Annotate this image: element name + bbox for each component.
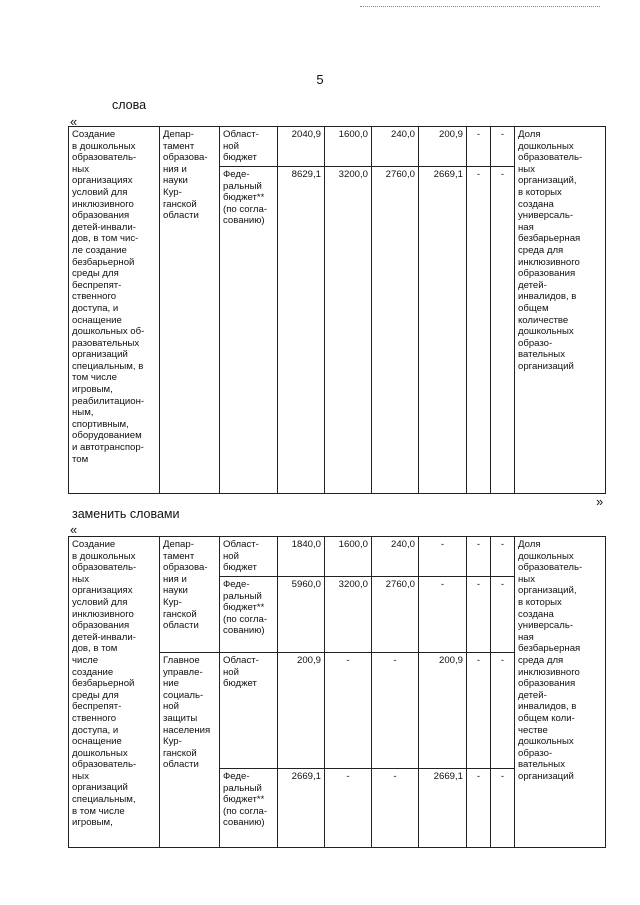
section-label-words: слова: [112, 98, 147, 112]
amount-year-1: -: [325, 653, 372, 769]
funding-source-cell: Област- ной бюджет: [220, 127, 278, 167]
responsible-org-cell: Депар- тамент образова- ния и науки Кур- ганской области: [160, 127, 220, 494]
scan-artifact-line: [360, 6, 600, 7]
amount-year-4: -: [467, 537, 491, 577]
amount-year-1: 3200,0: [325, 577, 372, 653]
amount-year-5: -: [491, 577, 515, 653]
amount-year-3: -: [419, 537, 467, 577]
open-quote-1: «: [70, 114, 78, 129]
amount-year-1: 1600,0: [325, 537, 372, 577]
amount-year-2: 2760,0: [372, 577, 419, 653]
amount-year-2: 240,0: [372, 127, 419, 167]
indicator-cell: Доля дошкольных образователь- ных организаций, в которых создана универсаль- ная безбарьерная среда для инклюзивного образования детей- инвалидов, в общем количестве дошкольных образо- вательных организаций: [515, 127, 606, 494]
amount-total: 8629,1: [278, 167, 325, 494]
amount-year-2: -: [372, 653, 419, 769]
amount-year-3: 200,9: [419, 653, 467, 769]
page-number: 5: [316, 72, 324, 87]
amount-year-1: 1600,0: [325, 127, 372, 167]
funding-source-cell: Феде- ральный бюджет** (по согла- сованию): [220, 167, 278, 494]
amount-year-1: -: [325, 769, 372, 848]
amount-total: 2669,1: [278, 769, 325, 848]
amount-total: 1840,0: [278, 537, 325, 577]
amount-year-2: -: [372, 769, 419, 848]
amount-year-3: 200,9: [419, 127, 467, 167]
amount-year-1: 3200,0: [325, 167, 372, 494]
amount-year-5: -: [491, 127, 515, 167]
funding-source-cell: Област- ной бюджет: [220, 653, 278, 769]
responsible-org-cell: Главное управле- ние социаль- ной защиты населения Кур- ганской области: [160, 653, 220, 848]
amount-total: 200,9: [278, 653, 325, 769]
measure-description-cell: Создание в дошкольных образователь- ных организациях условий для инклюзивного образования детей-инвали- дов, в том числе создание безбарьерной среды для беспрепят- ственного доступа, и оснащение дошкольных образователь- ных организаций специальным, в том числе игровым,: [69, 537, 160, 848]
amount-year-3: 2669,1: [419, 167, 467, 494]
original-table: [68, 126, 606, 494]
amount-year-5: -: [491, 769, 515, 848]
replacement-table: [68, 536, 606, 848]
funding-source-cell: Феде- ральный бюджет** (по согла- сованию): [220, 769, 278, 848]
funding-source-cell: Област- ной бюджет: [220, 537, 278, 577]
amount-year-5: -: [491, 537, 515, 577]
measure-description-cell: Создание в дошкольных образователь- ных организациях условий для инклюзивного образования детей-инвали- дов, в том чис- ле создание безбарьерной среды для беспрепят- ственного доступа, и оснащение дошкольных об- разовательных организаций специальным, в том числе игровым, реабилитацион- ным, спортивным, оборудованием и автотранспор- том: [69, 127, 160, 494]
amount-year-2: 240,0: [372, 537, 419, 577]
amount-year-4: -: [467, 653, 491, 769]
amount-year-5: -: [491, 653, 515, 769]
amount-year-4: -: [467, 127, 491, 167]
amount-year-3: -: [419, 577, 467, 653]
amount-year-2: 2760,0: [372, 167, 419, 494]
indicator-cell: Доля дошкольных образователь- ных организаций, в которых создана универсаль- ная безбарьерная среда для инклюзивного образования детей- инвалидов, в общем коли- честве дошкольных образо- вательных организаций: [515, 537, 606, 848]
close-quote-1: »: [596, 494, 604, 509]
responsible-org-cell: Депар- тамент образова- ния и науки Кур- ганской области: [160, 537, 220, 653]
amount-total: 2040,9: [278, 127, 325, 167]
amount-year-4: -: [467, 769, 491, 848]
amount-year-4: -: [467, 167, 491, 494]
amount-total: 5960,0: [278, 577, 325, 653]
open-quote-2: «: [70, 522, 78, 537]
amount-year-3: 2669,1: [419, 769, 467, 848]
section-label-replace: заменить словами: [72, 507, 180, 521]
funding-source-cell: Феде- ральный бюджет** (по согла- сованию): [220, 577, 278, 653]
amount-year-4: -: [467, 577, 491, 653]
amount-year-5: -: [491, 167, 515, 494]
